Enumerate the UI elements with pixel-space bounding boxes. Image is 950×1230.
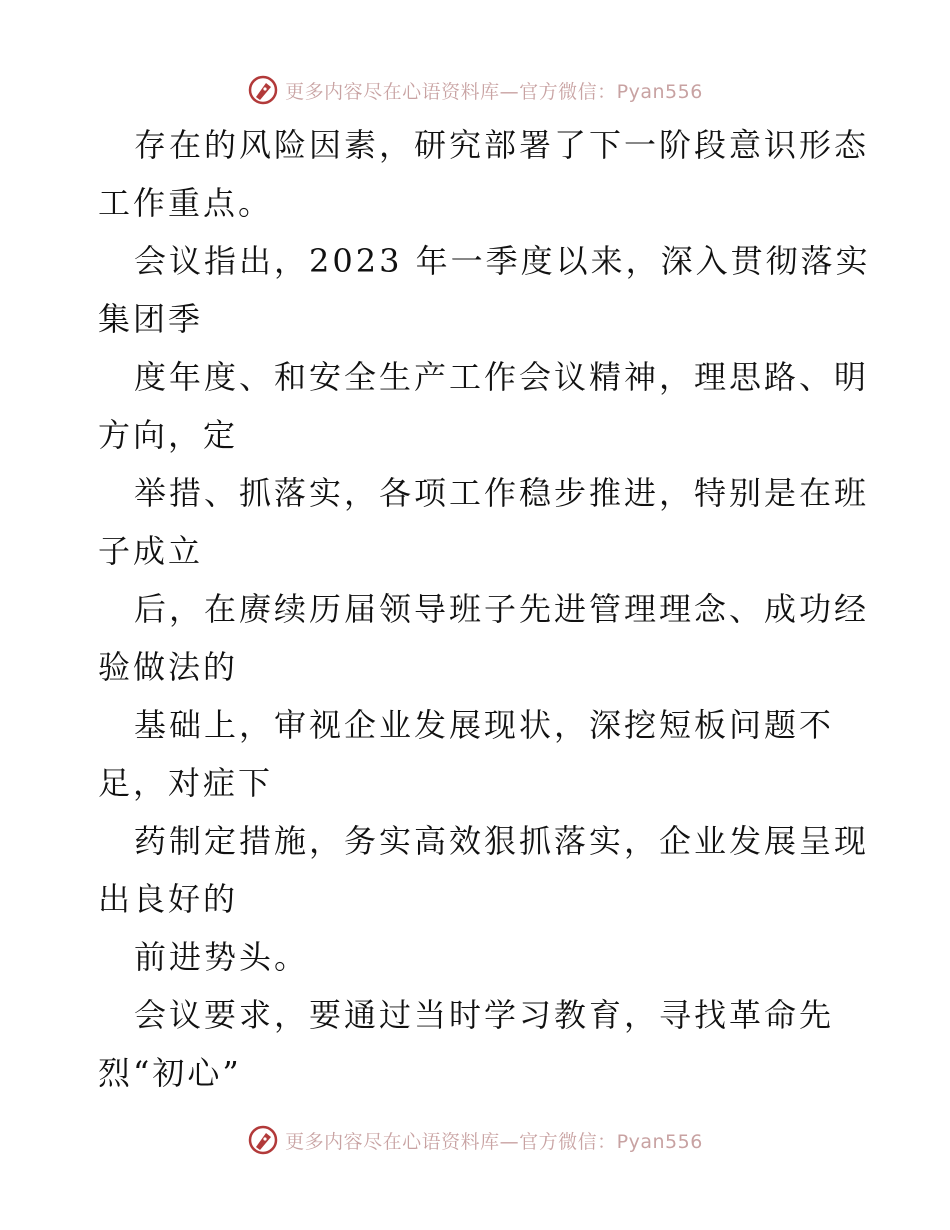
text-line: 出良好的 — [98, 880, 239, 918]
document-body — [98, 116, 871, 1102]
pen-nib-logo-icon — [247, 74, 279, 106]
text-line: 子成立 — [98, 532, 204, 570]
text-line: 工作重点。 — [98, 184, 274, 222]
header-watermark-text: 更多内容尽在心语资料库—官方微信：Pyan556 — [285, 80, 703, 103]
text-line: 举措、抓落实，各项工作稳步推进，特别是在班 — [134, 474, 870, 512]
footer-watermark-text: 更多内容尽在心语资料库—官方微信：Pyan556 — [285, 1130, 703, 1153]
text-line: 集团季 — [98, 300, 204, 338]
text-line: 方向，定 — [98, 416, 239, 454]
text-line: 前进势头。 — [134, 938, 310, 976]
text-line: 度年度、和安全生产工作会议精神，理思路、明 — [134, 358, 870, 396]
text-line: 验做法的 — [98, 648, 239, 686]
text-line: 会议指出，2023 年一季度以来，深入贯彻落实 — [134, 242, 871, 280]
pen-nib-logo-icon — [247, 1124, 279, 1156]
header-watermark-banner — [0, 70, 950, 110]
text-line: 足，对症下 — [98, 764, 274, 802]
text-line: 存在的风险因素，研究部署了下一阶段意识形态 — [134, 126, 870, 164]
text-line: 烈“初心” — [98, 1054, 242, 1092]
text-line: 后，在赓续历届领导班子先进管理理念、成功经 — [134, 590, 870, 628]
footer-watermark-banner — [0, 1120, 950, 1160]
text-line: 药制定措施，务实高效狠抓落实，企业发展呈现 — [134, 822, 870, 860]
text-line: 基础上，审视企业发展现状，深挖短板问题不 — [134, 706, 835, 744]
text-line: 会议要求，要通过当时学习教育，寻找革命先 — [134, 996, 835, 1034]
